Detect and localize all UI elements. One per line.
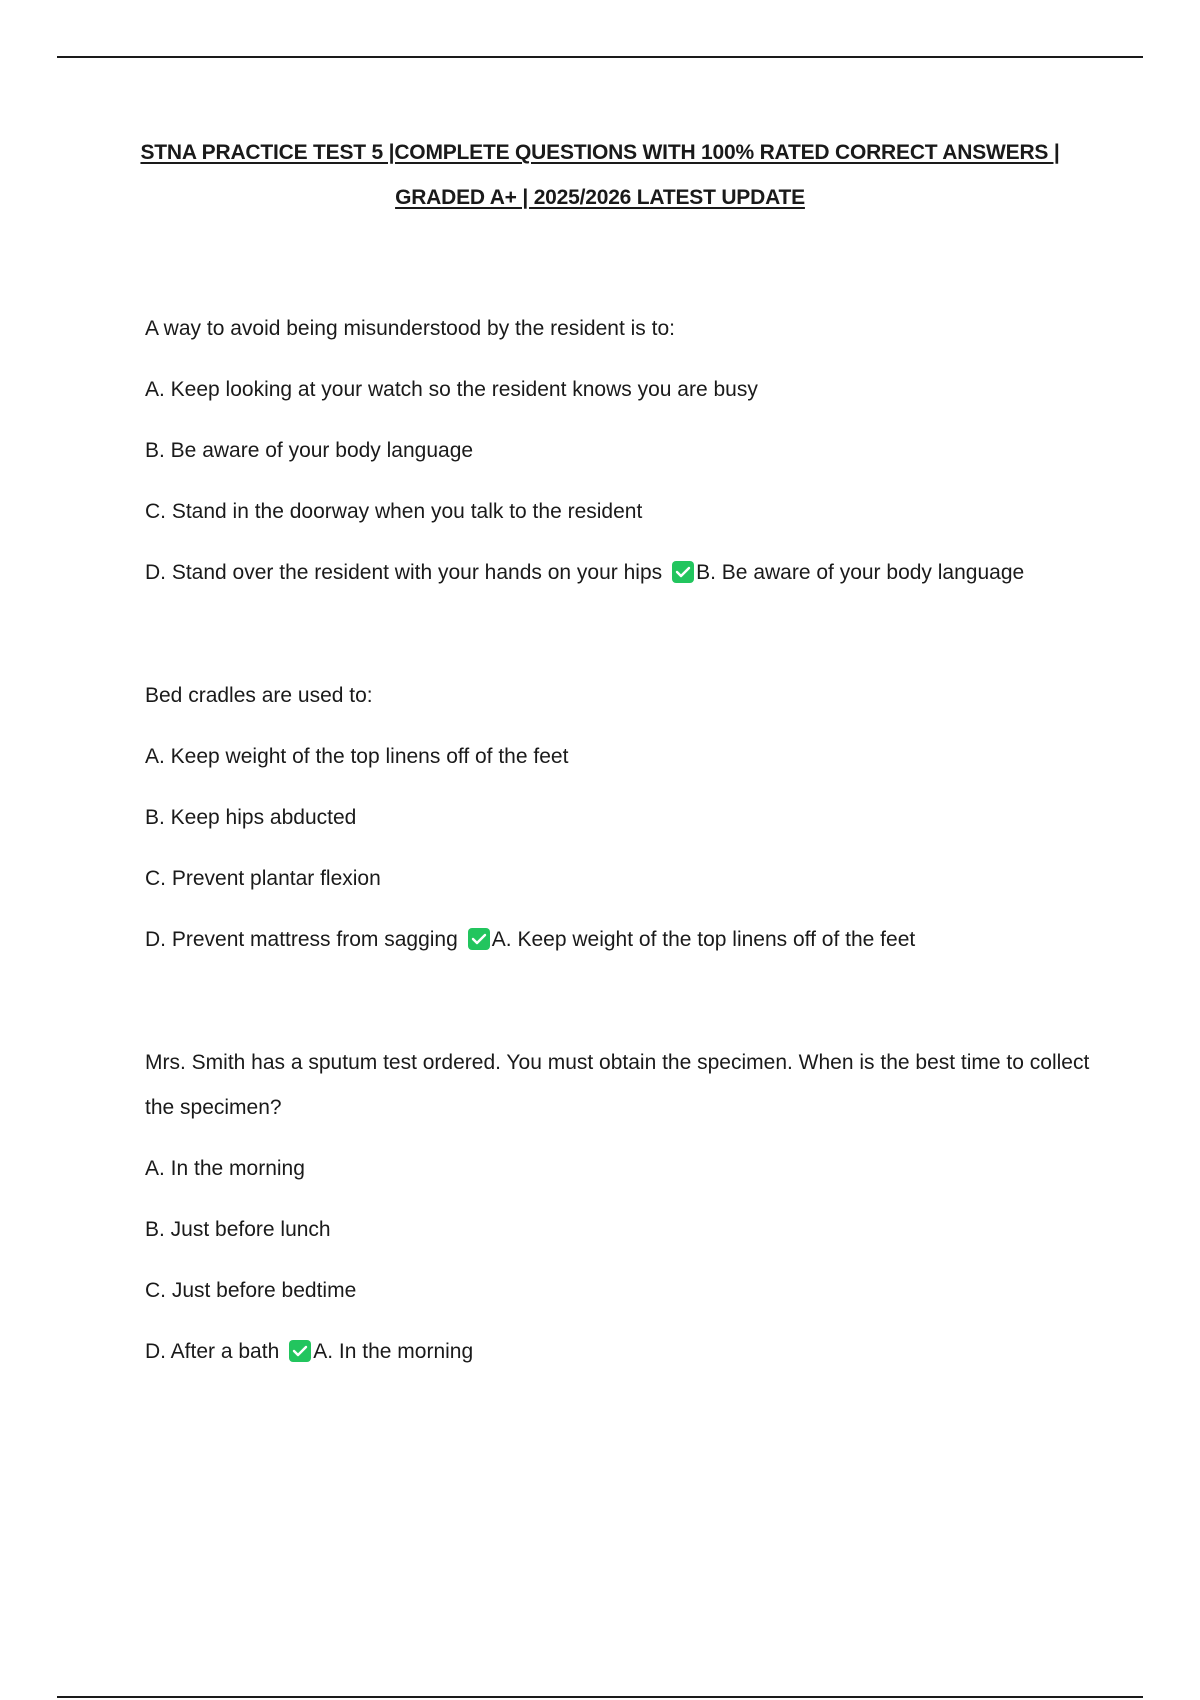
question-text: Bed cradles are used to:: [145, 684, 373, 707]
option-d-with-answer: [145, 917, 1105, 962]
option-b: B. Be aware of your body language: [145, 439, 474, 462]
title-line-1: STNA PRACTICE TEST 5 |COMPLETE QUESTIONS WITH 100% RATED CORRECT ANSWERS |: [140, 141, 1060, 164]
question-list: [145, 306, 1105, 1390]
option-d-with-answer: [145, 550, 1105, 595]
option-d: D. After a bath: [145, 1340, 280, 1363]
option-b: B. Just before lunch: [145, 1218, 331, 1241]
option-a: A. In the morning: [145, 1157, 305, 1180]
top-rule: [57, 56, 1143, 58]
title-line-2: GRADED A+ | 2025/2026 LATEST UPDATE: [395, 186, 805, 209]
question-text: A way to avoid being misunderstood by the resident is to:: [145, 317, 675, 340]
question-1: [145, 306, 1105, 595]
option-d: D. Stand over the resident with your hands on your hips: [145, 561, 663, 584]
green-check-icon: [468, 928, 490, 950]
option-b: B. Keep hips abducted: [145, 806, 357, 829]
correct-answer: A. In the morning: [313, 1340, 474, 1363]
correct-answer: B. Be aware of your body language: [696, 561, 1025, 584]
correct-answer: A. Keep weight of the top linens off of the feet: [491, 928, 916, 951]
option-c: C. Prevent plantar flexion: [145, 867, 381, 890]
option-a: A. Keep weight of the top linens off of the feet: [145, 745, 569, 768]
green-check-icon: [672, 561, 694, 583]
option-c: C. Just before bedtime: [145, 1279, 357, 1302]
question-text: Mrs. Smith has a sputum test ordered. You must obtain the specimen. When is the best time to collect the specimen?: [145, 1051, 1090, 1119]
option-c: C. Stand in the doorway when you talk to the resident: [145, 500, 643, 523]
question-3: [145, 1040, 1105, 1374]
option-d: D. Prevent mattress from sagging: [145, 928, 458, 951]
bottom-rule: [57, 1696, 1143, 1698]
document-title: [60, 130, 1140, 220]
question-2: [145, 673, 1105, 962]
option-d-with-answer: [145, 1329, 1105, 1374]
green-check-icon: [289, 1340, 311, 1362]
option-a: A. Keep looking at your watch so the resident knows you are busy: [145, 378, 758, 401]
